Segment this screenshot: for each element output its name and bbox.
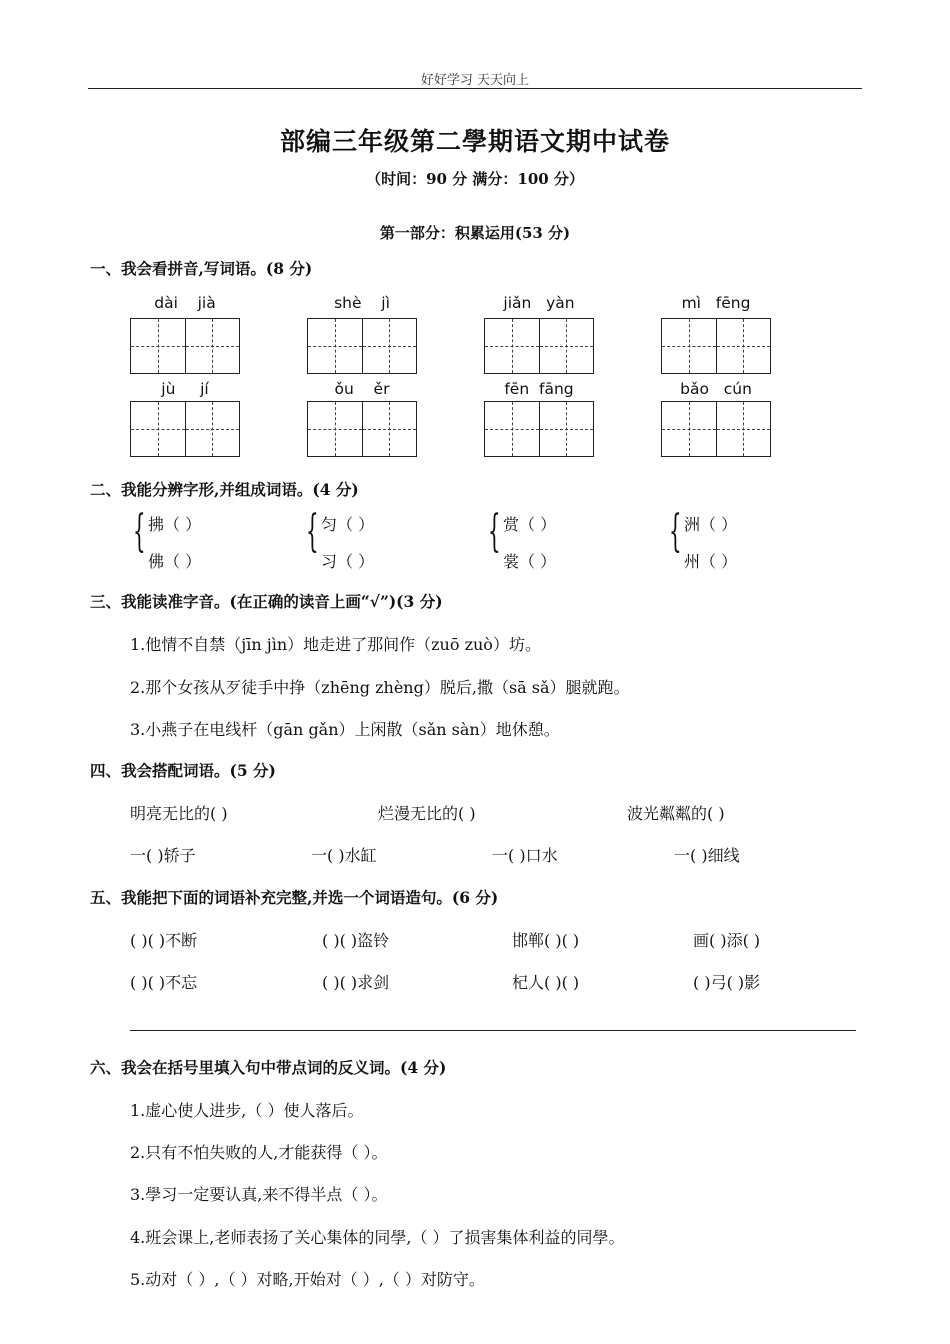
brace-icon: {	[306, 506, 319, 557]
pinyin-pair	[484, 380, 594, 398]
question-line: 1.他情不自禁（jīn jìn）地走进了那间作（zuō zuò）坊。	[130, 635, 541, 654]
section-4-heading: 四、我会搭配词语。(5 分)	[90, 761, 276, 780]
idiom-item: ( )( )不忘	[130, 973, 198, 992]
question-line: 4.班会课上,老师表扬了关心集体的同學,（ ）了损害集体利益的同學。	[130, 1228, 625, 1247]
pinyin-pair	[661, 380, 771, 398]
char-pair-top: 赏（ ）	[503, 515, 557, 534]
question-line: 1.虚心使人进步,（ ）使人落后。	[130, 1101, 364, 1120]
char-pair-top: 匀（ ）	[321, 515, 375, 534]
writing-grid[interactable]	[130, 401, 240, 457]
pinyin: jià	[197, 294, 216, 312]
pinyin: ǒu	[334, 380, 354, 398]
pinyin-pair	[484, 294, 594, 312]
page-title: 部编三年级第二學期语文期中试卷	[279, 127, 670, 156]
pinyin: mì	[681, 294, 701, 312]
idiom-item: 邯郸( )( )	[512, 931, 580, 950]
pinyin-pair	[130, 294, 240, 312]
writing-grid[interactable]	[484, 401, 594, 457]
match-item: 烂漫无比的( )	[378, 804, 476, 823]
brace-icon: {	[488, 506, 501, 557]
writing-grid[interactable]	[307, 318, 417, 374]
exam-info: （时间：90 分 满分：100 分）	[366, 170, 584, 188]
idiom-item: 画( )添( )	[693, 931, 761, 950]
char-pair-bottom: 习（ ）	[321, 552, 375, 571]
pinyin-pair	[307, 294, 417, 312]
pinyin: yàn	[546, 294, 575, 312]
measure-item: 一( )轿子	[130, 846, 196, 865]
idiom-item: ( )( )盗铃	[322, 931, 390, 950]
part-heading: 第一部分：积累运用(53 分)	[379, 224, 571, 242]
idiom-item: ( )( )不断	[130, 931, 198, 950]
answer-line[interactable]	[130, 1030, 856, 1031]
pinyin: jì	[381, 294, 390, 312]
match-item: 波光粼粼的( )	[627, 804, 725, 823]
char-pair-top: 拂（ ）	[148, 515, 202, 534]
pinyin: fēn	[504, 380, 530, 398]
char-pair-bottom: 州（ ）	[684, 552, 738, 571]
section-6-heading: 六、我会在括号里填入句中带点词的反义词。(4 分)	[90, 1058, 447, 1077]
writing-grid[interactable]	[307, 401, 417, 457]
pinyin: jiǎn	[503, 294, 532, 312]
question-line: 5.动对（ ）,（ ）对略,开始对（ ）,（ ）对防守。	[130, 1270, 485, 1289]
measure-item: 一( )水缸	[311, 846, 377, 865]
question-line: 3.學习一定要认真,来不得半点（ ）。	[130, 1185, 388, 1204]
pinyin: shè	[334, 294, 362, 312]
char-pair-bottom: 佛（ ）	[148, 552, 202, 571]
writing-grid[interactable]	[661, 401, 771, 457]
writing-grid[interactable]	[661, 318, 771, 374]
idiom-item: 杞人( )( )	[512, 973, 580, 992]
pinyin: dài	[154, 294, 178, 312]
pinyin-pair	[661, 294, 771, 312]
pinyin: jù	[161, 380, 176, 398]
char-pair-bottom: 裳（ ）	[503, 552, 557, 571]
section-3-heading: 三、我能读准字音。(在正确的读音上画“√”)(3 分)	[90, 592, 443, 611]
pinyin: fēng	[715, 294, 751, 312]
idiom-item: ( )( )求剑	[322, 973, 390, 992]
idiom-item: ( )弓( )影	[693, 973, 761, 992]
pinyin: jí	[200, 380, 209, 398]
pinyin: fāng	[539, 380, 574, 398]
section-5-heading: 五、我能把下面的词语补充完整,并选一个词语造句。(6 分)	[90, 888, 499, 907]
match-item: 明亮无比的( )	[130, 804, 228, 823]
pinyin: ěr	[373, 380, 390, 398]
question-line: 3.小燕子在电线杆（gān gǎn）上闲散（sǎn sàn）地休憩。	[130, 720, 560, 739]
char-pair-top: 洲（ ）	[684, 515, 738, 534]
pinyin: bǎo	[680, 380, 709, 398]
measure-item: 一( )细线	[674, 846, 740, 865]
brace-icon: {	[669, 506, 682, 557]
section-2-heading: 二、我能分辨字形,并组成词语。(4 分)	[90, 480, 359, 499]
section-1-heading: 一、我会看拼音,写词语。(8 分)	[90, 259, 313, 278]
writing-grid[interactable]	[484, 318, 594, 374]
pinyin-pair	[307, 380, 417, 398]
header-motto: 好好学习 天天向上	[420, 73, 530, 88]
writing-grid[interactable]	[130, 318, 240, 374]
brace-icon: {	[133, 506, 146, 557]
pinyin-pair	[130, 380, 240, 398]
header-rule	[88, 88, 862, 89]
measure-item: 一( )口水	[492, 846, 558, 865]
question-line: 2.那个女孩从歹徒手中挣（zhēng zhèng）脱后,撒（sā sǎ）腿就跑。	[130, 678, 630, 697]
pinyin: cún	[723, 380, 752, 398]
question-line: 2.只有不怕失败的人,才能获得（ ）。	[130, 1143, 388, 1162]
